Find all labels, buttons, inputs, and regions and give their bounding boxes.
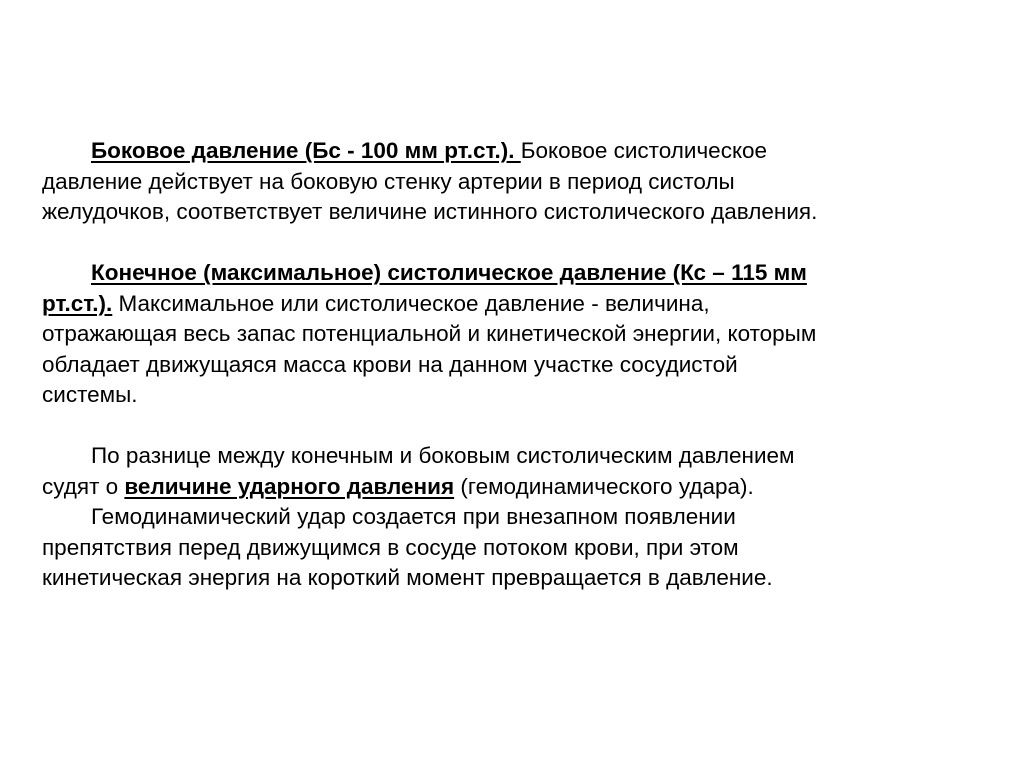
- p1-line-1-text: Боковое систолическое: [520, 138, 768, 163]
- paragraph-gap: [42, 228, 942, 259]
- p2-line-4: обладает движущаяся масса крови на данном участке сосудистой: [42, 351, 738, 377]
- p3-line-2: [42, 472, 942, 503]
- shock-pressure-term: величине ударного давления: [124, 473, 455, 499]
- paragraph-gap: [42, 411, 942, 442]
- final-pressure-heading-1: Конечное (максимальное) систолическое давление (Кс – 115 мм: [91, 260, 807, 285]
- p1-line-3: желудочков, соответствует величине истинного систолического давления.: [42, 199, 818, 224]
- final-pressure-heading-2: рт.ст.).: [42, 290, 113, 316]
- paragraph-pressure-difference: [42, 441, 942, 502]
- p4-line-3: кинетическая энергия на короткий момент превращается в давление.: [42, 565, 773, 590]
- p2-line-3: отражающая весь запас потенциальной и кинетической энергии, которым: [42, 321, 817, 346]
- text-block: [42, 136, 942, 594]
- p2-line-2-text: Максимальное или систолическое давление - величина,: [112, 290, 710, 316]
- p3-line-2-post: (гемодинамического удара).: [454, 473, 754, 499]
- paragraph-hemodynamic-shock: [42, 502, 942, 594]
- p1-line-1: [42, 136, 942, 167]
- p4-line-2: препятствия перед движущимся в сосуде потоком крови, при этом: [42, 534, 739, 560]
- p2-line-2: [42, 289, 942, 320]
- p4-line-1: Гемодинамический удар создается при внезапном появлении: [91, 504, 736, 529]
- p2-line-1: [42, 258, 942, 289]
- p3-line-2-pre: судят о: [42, 473, 125, 499]
- p3-line-1: По разнице между конечным и боковым систолическим давлением: [91, 443, 795, 468]
- lateral-pressure-heading: Боковое давление (Бс - 100 мм рт.ст.).: [91, 138, 521, 163]
- p1-line-2: давление действует на боковую стенку артерии в период систолы: [42, 168, 735, 194]
- paragraph-final-pressure: [42, 258, 942, 411]
- paragraph-lateral-pressure: [42, 136, 942, 228]
- p2-line-5: системы.: [42, 382, 138, 407]
